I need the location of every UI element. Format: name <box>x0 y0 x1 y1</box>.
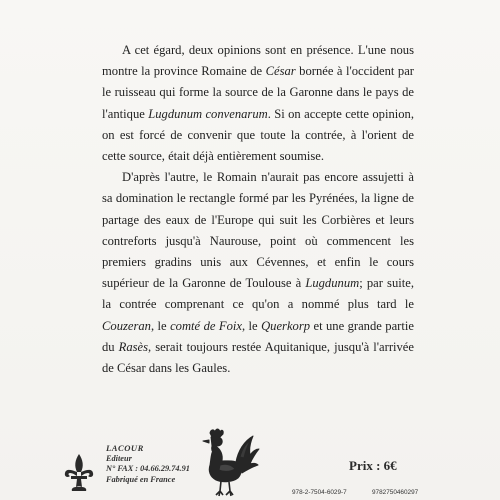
fleur-de-lis-icon <box>62 452 96 492</box>
text-run: , serait toujours restée Aquitanique, jusqu'à l'arrivée de César dans les Gaules. <box>102 339 414 376</box>
text-run: bornée à l'occident par le ruisseau qui forme la source de la Garonne dans le pays de l'antique <box>102 64 414 121</box>
text-run: ; par suite, la contrée comprenant ce qu'on a nommé plus tard le <box>102 276 414 312</box>
publisher-info <box>106 443 190 485</box>
isbn-number: 978-2-7504-6029-7 <box>292 489 347 496</box>
publisher-role: Editeur <box>106 453 132 463</box>
italic-term: Couzeran <box>102 318 151 333</box>
italic-term: Querkorp <box>261 318 311 333</box>
text-run: D'après l'autre, le Romain n'aurait pas encore assujetti à sa domination le rectangle formé par les Pyrénées, la ligne de partage des eaux de l'Europe qui suit les Corbières et leurs contreforts jusqu'à Naurouse, point où commencent les premiers gradins unis aux Cévennes, et enfin le cours supérieur de la Garonne de Toulouse à <box>102 170 414 291</box>
rooster-icon <box>190 427 260 500</box>
paragraph-2 <box>102 167 414 379</box>
body-text <box>102 40 414 379</box>
italic-term: Rasès <box>118 339 149 354</box>
publisher-name: LACOUR <box>106 443 144 453</box>
ean-number: 9782750460297 <box>372 489 419 496</box>
publisher-fax: N° FAX : 04.66.29.74.91 <box>106 464 190 474</box>
italic-term: comté de Foix <box>170 318 242 333</box>
price-label: Prix : 6€ <box>349 458 397 473</box>
publisher-made-in: Fabriqué en France <box>106 474 176 484</box>
italic-term: Lugdunum convenarum <box>148 106 268 121</box>
text-run: et une grande partie du <box>102 318 414 354</box>
italic-term: César <box>265 64 296 79</box>
italic-term: Lugdunum <box>305 276 360 291</box>
text-run: . Si on accepte cette opinion, on est forcé de convenir que toute la contrée, à l'orient de cette source, était déjà entièrement soumise. <box>102 106 414 164</box>
paragraph-1 <box>102 40 414 167</box>
text-run: , le <box>150 318 171 333</box>
text-run: A cet égard, deux opinions sont en présence. L'une nous montre la province Romaine de <box>102 43 414 79</box>
text-run: , le <box>241 318 262 333</box>
